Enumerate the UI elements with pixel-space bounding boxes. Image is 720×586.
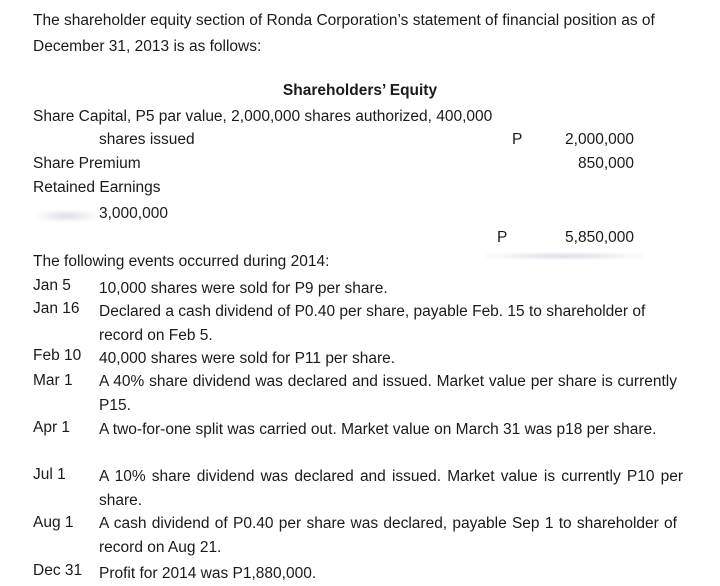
event-date: Jan 5: [33, 277, 71, 294]
event-date: Apr 1: [33, 419, 71, 436]
intro-paragraph: The shareholder equity section of Ronda Corporation’s statement of financial position as of December 31, 2013 is as follows:: [33, 12, 655, 55]
retained-earnings-label: Retained Earnings: [33, 179, 161, 196]
event-text: Declared a cash dividend of P0.40 per share, payable Feb. 15 to shareholder of record on Feb 5.: [99, 303, 646, 344]
share-capital-line1: Share Capital, P5 par value, 2,000,000 shares authorized, 400,000: [33, 108, 493, 125]
total-amount: 5,850,000: [565, 229, 634, 246]
event-text: A 40% share dividend was declared and issued. Market value per share is currently P15.: [99, 373, 677, 414]
event-date: Jan 16: [33, 300, 80, 317]
event-date: Mar 1: [33, 372, 73, 389]
event-date: Feb 10: [33, 347, 82, 364]
share-capital-line2: shares issued: [99, 131, 195, 148]
event-text: A two-for-one split was carried out. Market value on March 31 was p18 per share.: [99, 421, 657, 438]
scan-smudge: [36, 210, 98, 222]
event-date: Jul 1: [33, 466, 66, 483]
event-text: A 10% share dividend was declared and issued. Market value is currently P10 per share.: [99, 468, 683, 509]
event-date: Dec 31: [33, 562, 83, 579]
scan-smudge: [485, 252, 645, 260]
event-text: A cash dividend of P0.40 per share was declared, payable Sep 1 to shareholder of record on Aug 21.: [99, 515, 677, 556]
retained-earnings-amount: 3,000,000: [99, 205, 168, 222]
event-text: 40,000 shares were sold for P11 per share.: [99, 350, 396, 367]
share-premium-amount: 850,000: [577, 155, 634, 172]
event-text: 10,000 shares were sold for P9 per share.: [99, 280, 388, 297]
event-text: Profit for 2014 was P1,880,000.: [99, 565, 317, 582]
share-capital-currency: P: [512, 131, 523, 148]
section-heading: Shareholders’ Equity: [282, 82, 438, 99]
events-intro: The following events occurred during 2014:: [33, 253, 330, 270]
share-capital-amount: 2,000,000: [565, 131, 634, 148]
share-premium-label: Share Premium: [33, 155, 141, 172]
total-currency: P: [497, 229, 508, 246]
event-date: Aug 1: [33, 514, 74, 531]
